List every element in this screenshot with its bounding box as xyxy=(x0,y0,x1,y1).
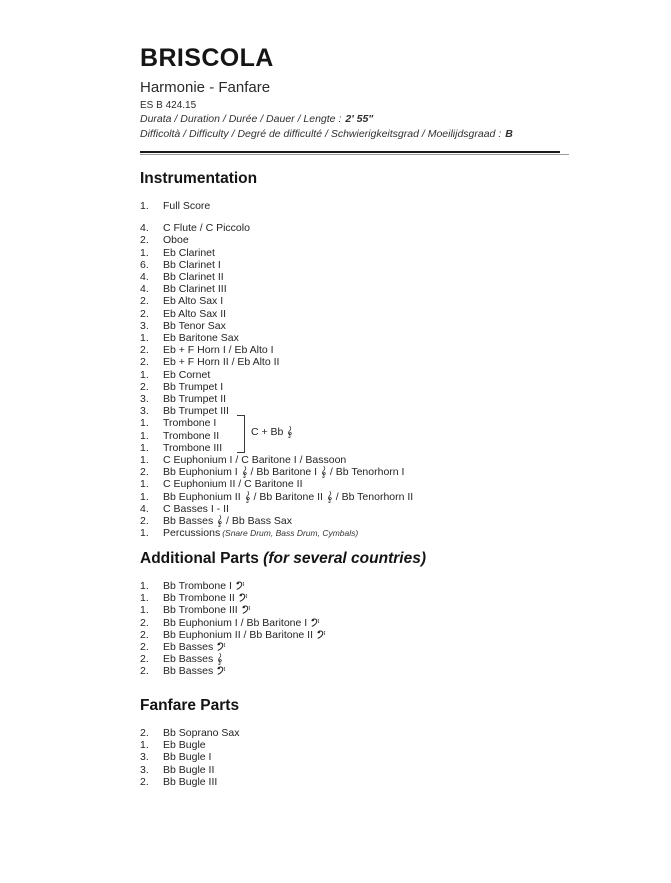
item-quantity: 2. xyxy=(140,295,149,308)
list-item xyxy=(140,665,620,677)
treble-clef-icon xyxy=(217,653,222,665)
item-quantity: 1. xyxy=(140,429,149,442)
item-quantity: 3. xyxy=(140,751,149,764)
list-item xyxy=(140,739,620,751)
section-title-note: (for several countries) xyxy=(263,550,426,567)
list-item xyxy=(140,641,620,653)
item-quantity: 2. xyxy=(140,775,149,788)
treble-clef-icon xyxy=(321,466,326,478)
item-label: Eb Baritone Sax xyxy=(163,332,239,345)
list-item xyxy=(140,356,620,368)
list-item xyxy=(140,491,620,503)
item-label: Trombone II xyxy=(163,429,220,442)
item-quantity: 2. xyxy=(140,356,149,369)
list-item xyxy=(140,617,620,629)
duration-value: 2' 55" xyxy=(345,113,374,125)
item-quantity: 1. xyxy=(140,478,149,491)
list-item xyxy=(140,295,620,307)
list-item xyxy=(140,430,620,442)
difficulty-line xyxy=(140,128,513,141)
list-item xyxy=(140,580,620,592)
list-item xyxy=(140,234,620,246)
item-label: Eb Cornet xyxy=(163,368,211,381)
list-item xyxy=(140,527,620,539)
trombone-group-bracket xyxy=(237,415,245,453)
section-fanfare-parts xyxy=(140,697,620,788)
item-quantity: 1. xyxy=(140,454,149,467)
list-item xyxy=(140,776,620,788)
item-label: C Euphonium I / C Baritone I / Bassoon xyxy=(163,454,347,467)
list-item xyxy=(140,592,620,604)
item-quantity: 2. xyxy=(140,307,149,320)
header-divider xyxy=(140,151,560,153)
item-quantity: 3. xyxy=(140,763,149,776)
item-label: Eb Clarinet xyxy=(163,246,215,259)
list-item xyxy=(140,478,620,490)
list-item xyxy=(140,381,620,393)
item-quantity: 4. xyxy=(140,502,149,515)
section-additional-parts xyxy=(140,550,620,678)
list-item xyxy=(140,604,620,616)
item-quantity: 1. xyxy=(140,490,149,503)
item-label: Eb Alto Sax II xyxy=(163,307,227,320)
list-item xyxy=(140,332,620,344)
item-quantity: 1. xyxy=(140,580,149,592)
section-instrumentation xyxy=(140,170,620,539)
item-label: Bb Bugle I xyxy=(163,751,212,764)
bass-clef-icon xyxy=(242,605,251,614)
item-quantity: 1. xyxy=(140,592,149,605)
item-label: C Basses I - II xyxy=(163,502,229,515)
item-note: (Snare Drum, Bass Drum, Cymbals) xyxy=(222,528,359,539)
item-label: Bb Trombone III xyxy=(163,604,252,616)
item-quantity: 3. xyxy=(140,319,149,332)
item-label: C Euphonium II / C Baritone II xyxy=(163,478,303,491)
item-quantity: 1. xyxy=(140,332,149,345)
list-item xyxy=(140,515,620,527)
list-item xyxy=(140,629,620,641)
list-item xyxy=(140,200,620,212)
item-quantity: 4. xyxy=(140,222,149,235)
item-label: Eb + F Horn I / Eb Alto I xyxy=(163,344,274,357)
list-item xyxy=(140,466,620,478)
list-item xyxy=(140,308,620,320)
item-label: Bb Clarinet I xyxy=(163,258,221,271)
item-label: Bb Soprano Sax xyxy=(163,727,240,739)
bass-clef-icon xyxy=(217,642,226,651)
list-item xyxy=(140,247,620,259)
item-label: Eb Basses xyxy=(163,641,227,653)
list-item xyxy=(140,369,620,381)
list-item xyxy=(140,222,620,234)
item-quantity: 3. xyxy=(140,393,149,406)
page-subtitle: Harmonie - Fanfare xyxy=(140,79,271,96)
section-title-text: Additional Parts xyxy=(140,550,259,567)
fanfare-parts-list xyxy=(140,727,620,788)
item-label: Bb Euphonium I / Bb Baritone I xyxy=(163,617,321,629)
list-item xyxy=(140,764,620,776)
list-item xyxy=(140,454,620,466)
item-label: Bb Euphonium II / Bb Baritone II / Bb Tenorhorn II xyxy=(163,490,414,503)
item-quantity: 6. xyxy=(140,258,149,271)
catalog-number: ES B 424.15 xyxy=(140,100,197,111)
treble-clef-icon xyxy=(217,515,222,527)
treble-clef-icon xyxy=(245,491,250,503)
item-quantity: 2. xyxy=(140,380,149,393)
item-label: Bb Euphonium II / Bb Baritone II xyxy=(163,629,327,641)
item-quantity: 4. xyxy=(140,283,149,296)
item-label: Bb Tenor Sax xyxy=(163,319,226,332)
item-label: Oboe xyxy=(163,234,189,247)
item-quantity: 1. xyxy=(140,417,149,430)
instrumentation-list xyxy=(140,200,620,539)
item-quantity: 1. xyxy=(140,368,149,381)
list-item xyxy=(140,653,620,665)
list-item xyxy=(140,727,620,739)
bass-clef-icon xyxy=(239,593,248,602)
item-label: Bb Trombone I xyxy=(163,580,246,592)
difficulty-label: Difficoltà / Difficulty / Degré de difficulté / Schwierigkeitsgrad / Moeilijdsgraad : xyxy=(140,128,502,140)
item-label: C Flute / C Piccolo xyxy=(163,222,250,235)
item-quantity: 2. xyxy=(140,641,149,654)
section-title-additional-parts xyxy=(140,550,620,568)
item-label: Bb Bugle III xyxy=(163,775,218,788)
item-label: Eb Bugle xyxy=(163,739,206,752)
item-quantity: 1. xyxy=(140,200,149,212)
bass-clef-icon xyxy=(236,581,245,590)
list-item xyxy=(140,320,620,332)
bass-clef-icon xyxy=(217,666,226,675)
item-label: Bb Trumpet I xyxy=(163,380,224,393)
item-label: Trombone III xyxy=(163,441,223,454)
item-quantity: 1. xyxy=(140,527,149,540)
item-quantity: 1. xyxy=(140,246,149,259)
item-label: Percussions (Snare Drum, Bass Drum, Cymbals) xyxy=(163,527,359,540)
difficulty-value: B xyxy=(505,128,513,140)
item-quantity: 2. xyxy=(140,344,149,357)
item-label: Bb Trumpet III xyxy=(163,405,229,418)
bass-clef-icon xyxy=(317,630,326,639)
section-title-fanfare-parts: Fanfare Parts xyxy=(140,697,240,714)
treble-clef-icon xyxy=(287,426,292,438)
list-item xyxy=(140,271,620,283)
item-label: Bb Basses xyxy=(163,665,227,677)
item-label: Bb Bugle II xyxy=(163,763,215,776)
item-quantity: 2. xyxy=(140,653,149,666)
item-label: Bb Clarinet III xyxy=(163,283,227,296)
list-item xyxy=(140,393,620,405)
item-quantity: 2. xyxy=(140,616,149,629)
duration-line xyxy=(140,113,373,126)
item-quantity: 1. xyxy=(140,604,149,617)
item-quantity: 2. xyxy=(140,466,149,479)
item-label: Full Score xyxy=(163,200,211,212)
list-item xyxy=(140,405,620,417)
item-quantity: 1. xyxy=(140,739,149,752)
item-quantity: 1. xyxy=(140,441,149,454)
trombone-group-label: C + Bb xyxy=(251,426,293,438)
treble-clef-icon xyxy=(327,491,332,503)
item-label: Bb Trombone II xyxy=(163,592,249,604)
item-quantity: 2. xyxy=(140,234,149,247)
item-label: Bb Basses / Bb Bass Sax xyxy=(163,515,292,528)
item-quantity: 2. xyxy=(140,727,149,739)
item-label: Bb Euphonium I / Bb Baritone I / Bb Tenorhorn I xyxy=(163,466,405,479)
item-quantity: 2. xyxy=(140,628,149,641)
item-quantity: 4. xyxy=(140,271,149,284)
item-label: Eb + F Horn II / Eb Alto II xyxy=(163,356,280,369)
page-title: BRISCOLA xyxy=(140,44,274,72)
item-label: Bb Trumpet II xyxy=(163,393,227,406)
list-item xyxy=(140,344,620,356)
item-label: Eb Basses xyxy=(163,653,223,665)
list-item xyxy=(140,259,620,271)
additional-parts-list xyxy=(140,580,620,678)
list-item xyxy=(140,503,620,515)
duration-label: Durata / Duration / Durée / Dauer / Lengte : xyxy=(140,113,342,125)
item-quantity: 3. xyxy=(140,405,149,418)
treble-clef-icon xyxy=(242,466,247,478)
item-quantity: 2. xyxy=(140,515,149,528)
list-item xyxy=(140,442,620,454)
item-quantity: 2. xyxy=(140,665,149,678)
list-item xyxy=(140,283,620,295)
item-label: Eb Alto Sax I xyxy=(163,295,224,308)
list-item xyxy=(140,417,620,429)
item-label: Bb Clarinet II xyxy=(163,271,224,284)
section-title-instrumentation: Instrumentation xyxy=(140,170,258,187)
item-label: Trombone I xyxy=(163,417,217,430)
bass-clef-icon xyxy=(311,618,320,627)
list-item xyxy=(140,751,620,763)
